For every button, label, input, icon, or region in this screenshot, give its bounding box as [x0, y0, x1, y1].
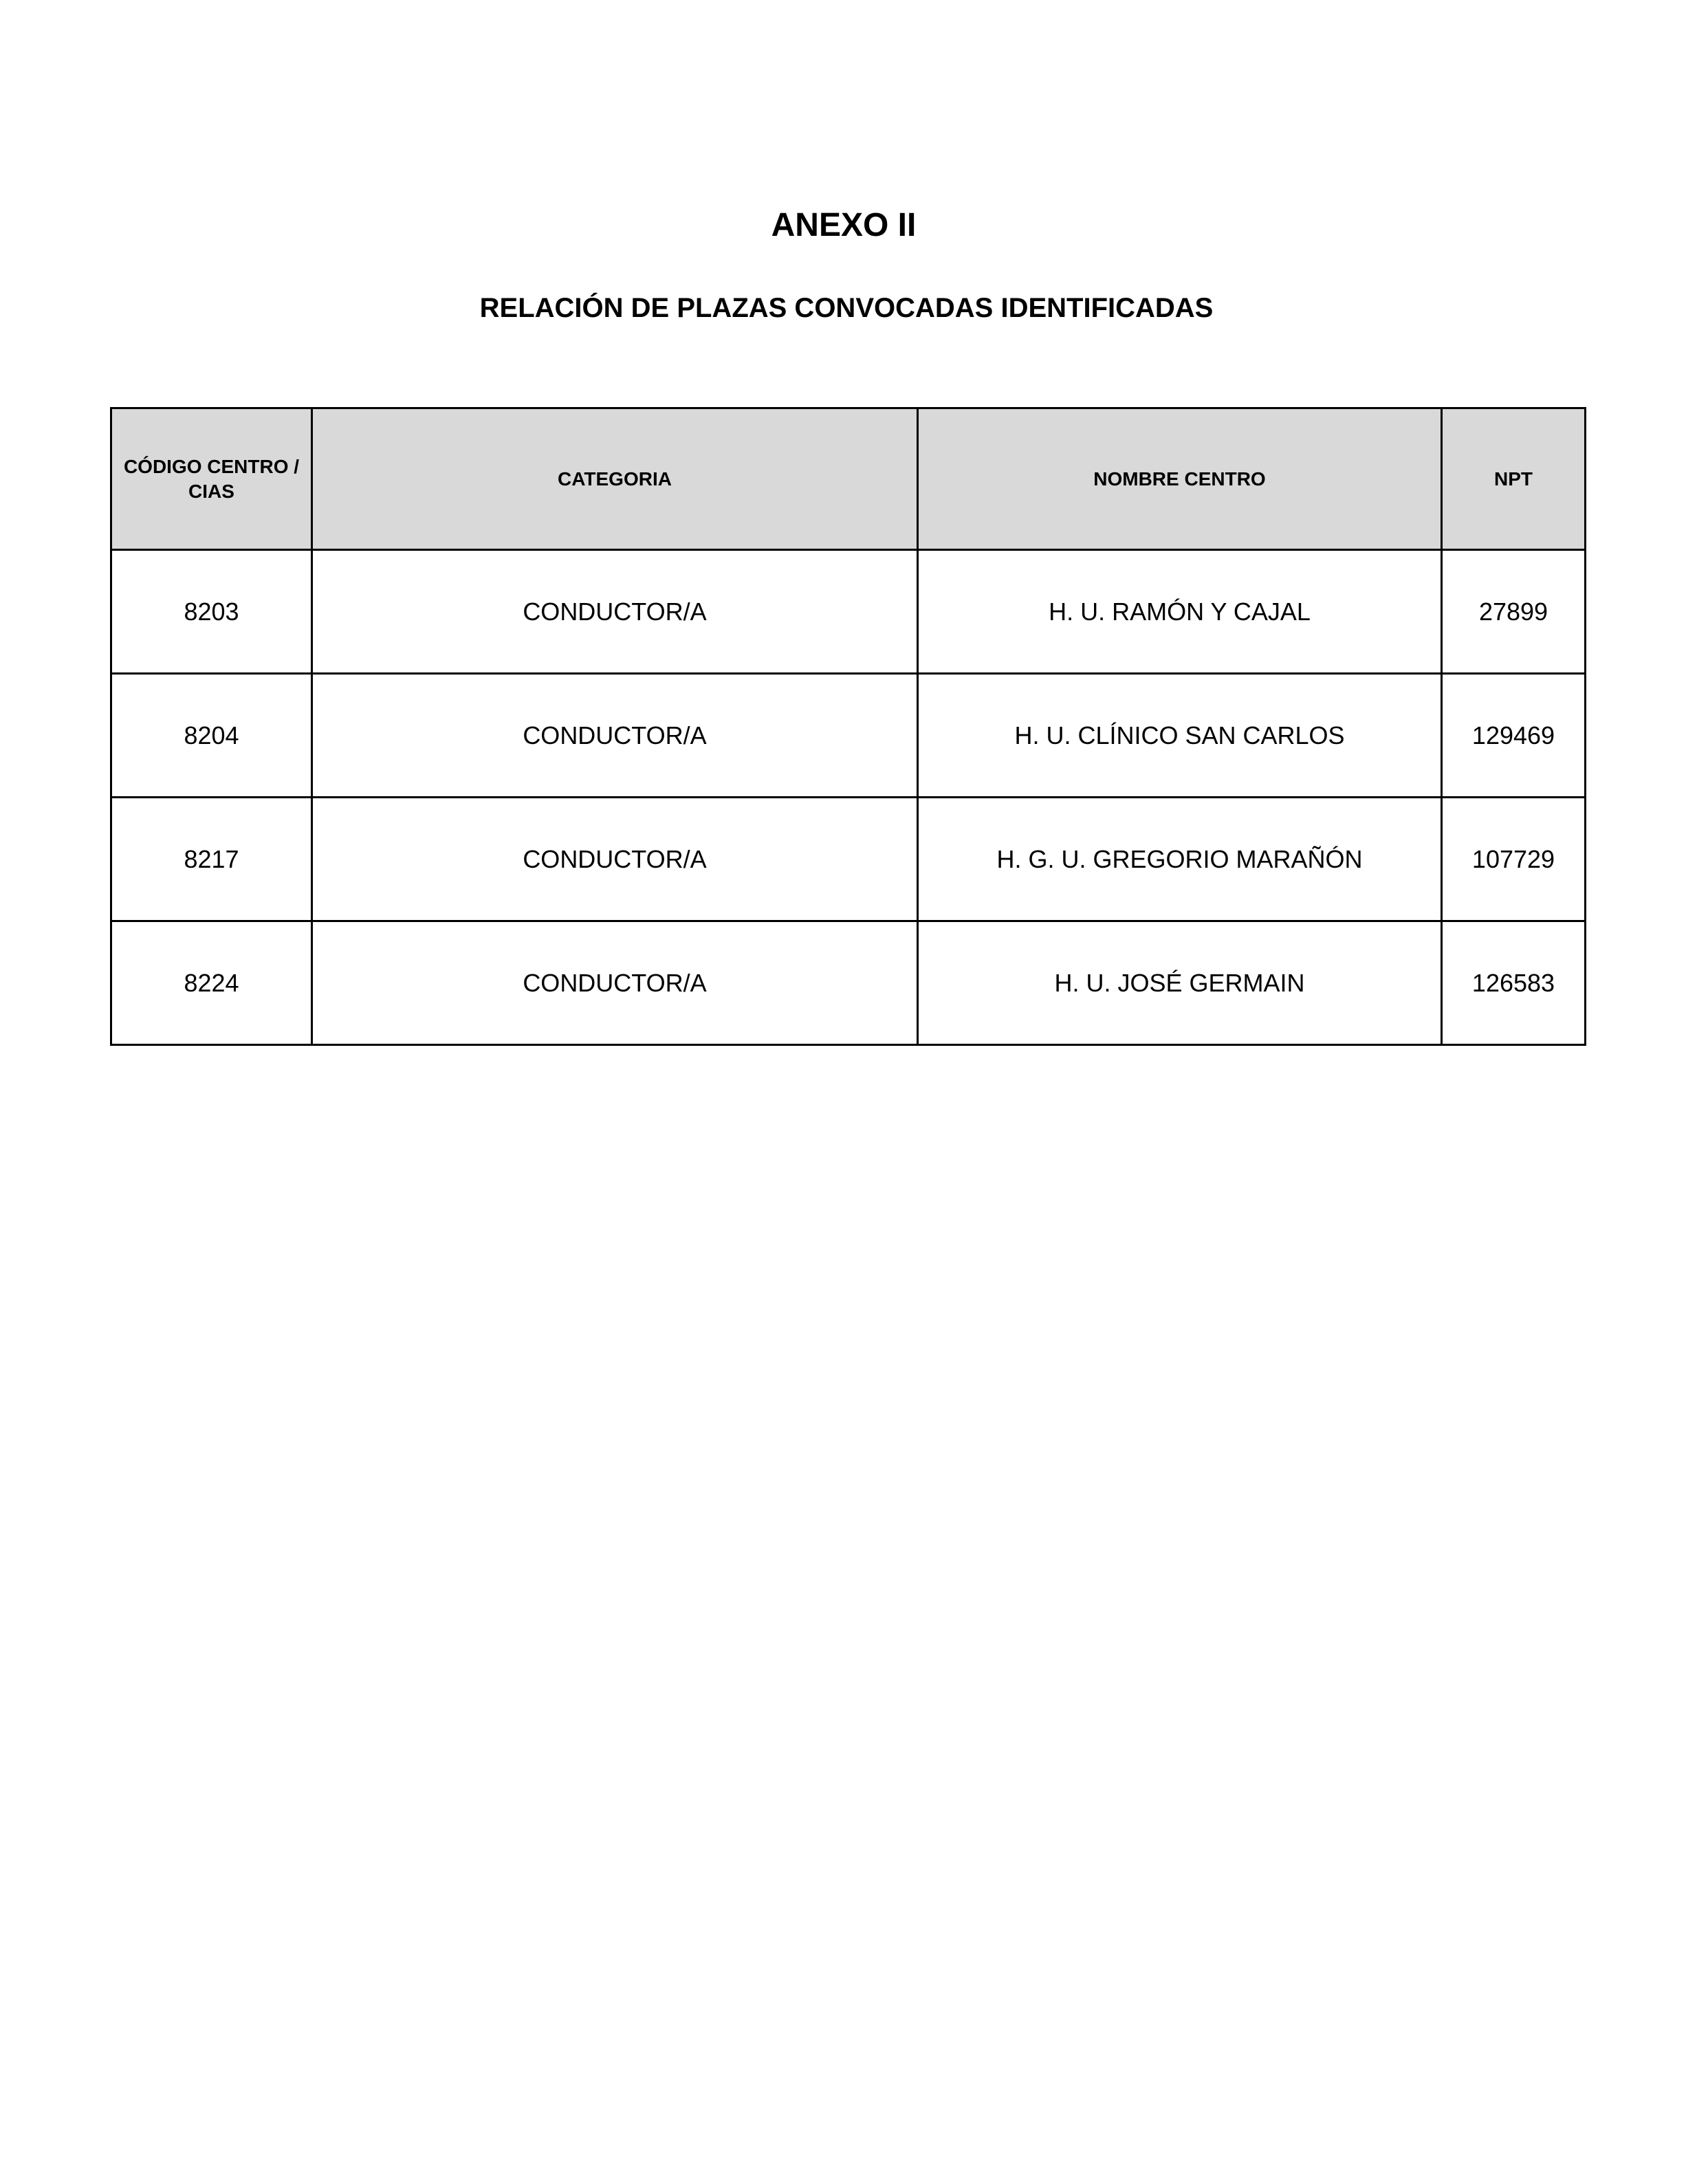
cell-codigo-centro: 8203 [111, 550, 312, 674]
cell-categoria: CONDUCTOR/A [312, 798, 918, 921]
column-header-codigo-centro: CÓDIGO CENTRO / CIAS [111, 408, 312, 550]
cell-npt: 126583 [1442, 921, 1586, 1045]
page-subtitle: RELACIÓN DE PLAZAS CONVOCADAS IDENTIFICADAS [479, 293, 1214, 323]
cell-categoria: CONDUCTOR/A [312, 550, 918, 674]
cell-categoria: CONDUCTOR/A [312, 921, 918, 1045]
column-header-categoria: CATEGORIA [312, 408, 918, 550]
table-row [111, 921, 1586, 1045]
column-header-nombre-centro: NOMBRE CENTRO [918, 408, 1442, 550]
table-row [111, 550, 1586, 674]
cell-categoria: CONDUCTOR/A [312, 674, 918, 798]
cell-npt: 27899 [1442, 550, 1586, 674]
page-title: ANEXO II [771, 207, 917, 243]
plazas-table [110, 407, 1586, 1046]
table-header-row [111, 408, 1586, 550]
cell-nombre-centro: H. U. CLÍNICO SAN CARLOS [918, 674, 1442, 798]
cell-codigo-centro: 8224 [111, 921, 312, 1045]
cell-nombre-centro: H. G. U. GREGORIO MARAÑÓN [918, 798, 1442, 921]
cell-npt: 107729 [1442, 798, 1586, 921]
cell-npt: 129469 [1442, 674, 1586, 798]
cell-codigo-centro: 8204 [111, 674, 312, 798]
table-row [111, 674, 1586, 798]
table-row [111, 798, 1586, 921]
cell-codigo-centro: 8217 [111, 798, 312, 921]
column-header-npt: NPT [1442, 408, 1586, 550]
cell-nombre-centro: H. U. JOSÉ GERMAIN [918, 921, 1442, 1045]
cell-nombre-centro: H. U. RAMÓN Y CAJAL [918, 550, 1442, 674]
